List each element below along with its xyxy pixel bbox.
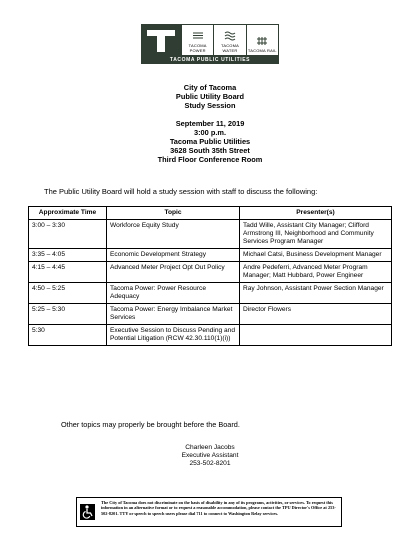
- cell-presenter: Director Flowers: [240, 304, 392, 325]
- power-lines-icon: [192, 30, 204, 42]
- cell-time: 3:35 – 4:05: [29, 249, 107, 262]
- signature-title: Executive Assistant: [181, 452, 239, 460]
- cell-topic: Advanced Meter Project Opt Out Policy: [107, 262, 240, 283]
- table-row: [29, 262, 392, 283]
- header-board: Public Utility Board: [175, 92, 245, 101]
- tacoma-public-utilities-logo: [141, 24, 279, 64]
- logo-units: [181, 24, 279, 56]
- header-room: Third Floor Conference Room: [157, 155, 263, 164]
- notice-text: The City of Tacoma does not discriminate on the basis of disability in any of its programs, activities, or services. To request this information in an alternative format or to request a reasonable accommodation, please contact the TPU Director's Office at 253-502-8201. TTY or speech to speech users please dial 711 to connect to Washington Relay services.: [101, 500, 336, 516]
- cell-time: 3:00 – 3:30: [29, 220, 107, 249]
- header-topic: Topic: [107, 207, 240, 220]
- accessibility-notice: [76, 497, 342, 527]
- meeting-header: [0, 83, 420, 164]
- agenda-table: [28, 206, 392, 346]
- cell-presenter: Michael Catsi, Business Development Manager: [240, 249, 392, 262]
- header-spacer: [0, 110, 420, 119]
- cell-time: 4:50 – 5:25: [29, 283, 107, 304]
- table-row: [29, 304, 392, 325]
- cell-time: 4:15 – 4:45: [29, 262, 107, 283]
- logo-unit-power: TACOMA POWER: [182, 25, 213, 55]
- cell-presenter: Tadd Wille, Assistant City Manager; Clifford Armstrong III, Neighborhood and Community Services Program Manager: [240, 220, 392, 249]
- cell-topic: Workforce Equity Study: [107, 220, 240, 249]
- header-presenters: Presenter(s): [240, 207, 392, 220]
- header-time: 3:00 p.m.: [193, 128, 227, 137]
- logo-band: TACOMA PUBLIC UTILITIES: [141, 56, 279, 64]
- signature-name: Charleen Jacobs: [185, 444, 235, 451]
- table-header-row: [29, 207, 392, 220]
- header-address: 3628 South 35th Street: [170, 146, 250, 155]
- table-row: [29, 220, 392, 249]
- cell-presenter: [240, 325, 392, 346]
- wheelchair-accessibility-icon: [80, 504, 95, 520]
- header-org: City of Tacoma: [183, 83, 237, 92]
- cell-time: 5:30: [29, 325, 107, 346]
- signature-block: [0, 444, 420, 469]
- header-time: Approximate Time: [29, 207, 107, 220]
- signature-phone: 253-502-8201: [189, 460, 231, 468]
- water-waves-icon: [224, 30, 236, 42]
- tacoma-t-logo-icon: [141, 24, 181, 56]
- cell-topic: Tacoma Power: Energy Imbalance Market Services: [107, 304, 240, 325]
- table-row: [29, 283, 392, 304]
- header-date: September 11, 2019: [175, 119, 245, 128]
- header-venue: Tacoma Public Utilities: [169, 137, 251, 146]
- header-session: Study Session: [184, 101, 236, 110]
- cell-topic: Economic Development Strategy: [107, 249, 240, 262]
- other-topics-text: Other topics may properly be brought before the Board.: [61, 420, 240, 429]
- logo-unit-rail: TACOMA RAIL: [246, 25, 278, 55]
- table-row: [29, 325, 392, 346]
- rail-tracks-icon: [256, 35, 268, 47]
- cell-topic: Tacoma Power: Power Resource Adequacy: [107, 283, 240, 304]
- intro-text: The Public Utility Board will hold a study session with staff to discuss the following:: [44, 187, 318, 196]
- table-row: [29, 249, 392, 262]
- cell-presenter: Andre Pedeferri, Advanced Meter Program Manager; Matt Hubbard, Power Engineer: [240, 262, 392, 283]
- cell-topic: Executive Session to Discuss Pending and Potential Litigation (RCW 42.30.110(1)(i)): [107, 325, 240, 346]
- cell-presenter: Ray Johnson, Assistant Power Section Manager: [240, 283, 392, 304]
- cell-time: 5:25 – 5:30: [29, 304, 107, 325]
- logo-unit-water: TACOMA WATER: [213, 25, 245, 55]
